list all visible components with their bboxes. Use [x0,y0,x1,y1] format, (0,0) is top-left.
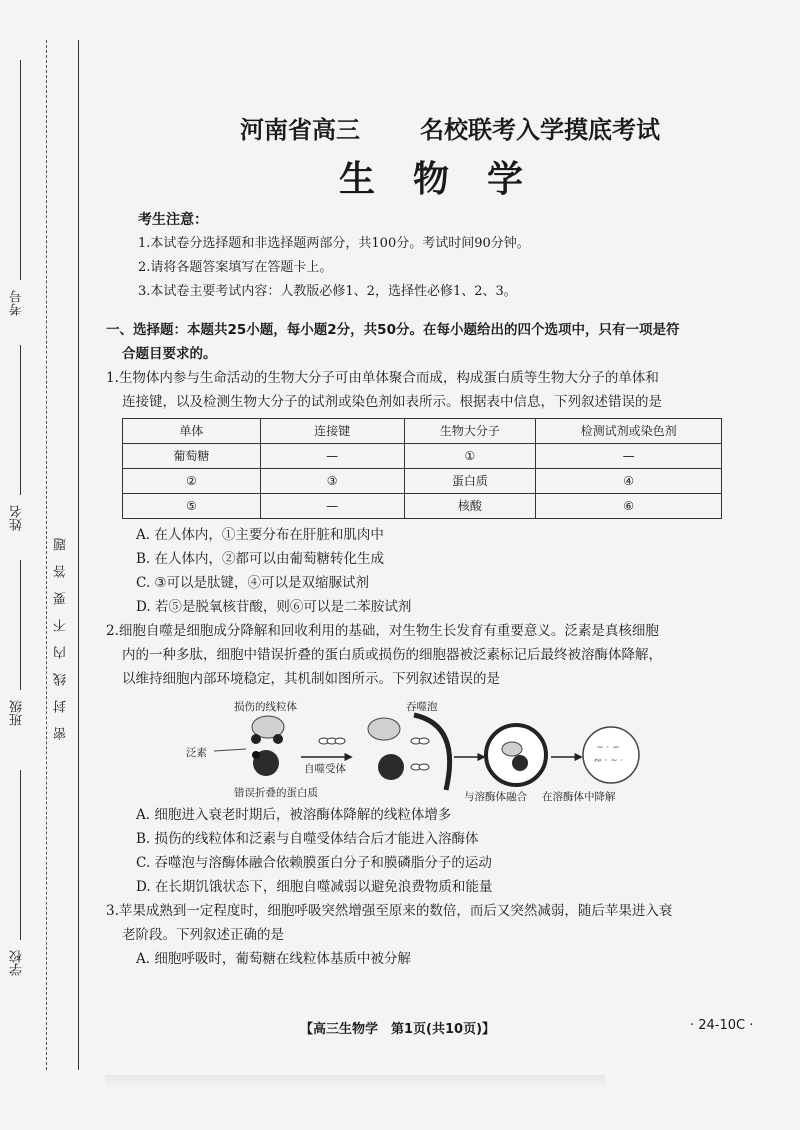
subject-title: 生物学 [338,159,561,200]
question-stem: 以维持细胞内部环境稳定，其机制如图所示。下列叙述错误的是 [122,671,500,687]
page-number: 【高三生物学 第1页(共10页)】 [300,1022,496,1037]
notice-title: 考生注意： [138,212,208,228]
questions [106,318,766,971]
school-label: 学校 [10,950,25,976]
question-stem: 1.生物体内参与生命活动的生物大分子可由单体聚合而成，构成蛋白质等生物大分子的单体和 [106,370,659,386]
lysosome-shape [583,727,639,783]
name-underline [20,345,21,495]
question-stem: 2.细胞自噬是细胞成分降解和回收利用的基础，对生物生长发育有重要意义。泛素是真核细胞 [106,623,659,639]
receptor-label: 自噬受体 [304,763,346,775]
svg-text:~ · ∽: ~ · ∽ [596,743,620,753]
exam-header [110,110,790,202]
degrade-label: 在溶酶体中降解 [542,791,616,803]
exam-code: · 24-10C · [690,1018,754,1033]
option-a: A. 细胞进入衰老时期后，被溶酶体降解的线粒体增多 [136,807,452,823]
exam-title-province: 河南省高三 [240,116,360,144]
section-heading-line: 合题目要求的。 [122,346,217,362]
table-cell: — [260,444,404,469]
phagophore-arc [414,715,450,790]
table-cell: 葡萄糖 [123,444,261,469]
question-1 [106,366,766,619]
fusion-label: 与溶酶体融合 [464,791,527,803]
option-a: A. 细胞呼吸时，葡萄糖在线粒体基质中被分解 [136,951,411,967]
notice-item: 3.本试卷主要考试内容：人教版必修1、2，选择性必修1、2、3。 [138,284,517,299]
table-header: 单体 [123,419,261,444]
seal-warning-text: 密封线内不要答题 [54,524,69,740]
notice-item: 2.请将各题答案填写在答题卡上。 [138,260,333,275]
table-header: 生物大分子 [404,419,536,444]
option-a: A. 在人体内，①主要分布在肝脏和肌肉中 [136,527,384,543]
table-row [123,469,722,494]
option-d: D. 在长期饥饿状态下，细胞自噬减弱以避免浪费物质和能量 [136,879,493,895]
question-2 [106,619,766,899]
autophagy-figure [106,695,766,803]
table-cell: ② [123,469,261,494]
table-header-row [123,419,722,444]
option-c: C. 吞噬泡与溶酶体融合依赖膜蛋白分子和膜磷脂分子的运动 [136,855,492,871]
option-c: C. ③可以是肽键，④可以是双缩脲试剂 [136,575,370,591]
exam-notice [138,208,758,304]
class-underline [20,560,21,690]
table-cell: 蛋白质 [404,469,536,494]
table-header: 连接键 [260,419,404,444]
svg-text:∾ · ~ ·: ∾ · ~ · [594,756,624,766]
table-row [123,494,722,519]
question-3 [106,899,766,971]
section-heading-line: 一、选择题：本题共25小题，每小题2分，共50分。在每小题给出的四个选项中，只有一项是符 [106,322,680,338]
ubiquitin-label: 泛素 [186,747,207,759]
damaged-mito-label: 损伤的线粒体 [234,701,297,713]
table-cell: ③ [260,469,404,494]
option-d: D. 若⑤是脱氧核苷酸，则⑥可以是二苯胺试剂 [136,599,412,615]
misfolded-protein-label: 错误折叠的蛋白质 [234,787,318,799]
exam-number-underline [20,60,21,280]
question-stem: 内的一种多肽，细胞中错误折叠的蛋白质或损伤的细胞器被泛素标记后最终被溶酶体降解， [122,647,662,663]
table-header: 检测试剂或染色剂 [536,419,722,444]
seal-dashed-line [46,40,47,1070]
table-cell: — [260,494,404,519]
ubiquitin-dot [251,734,261,744]
exam-title-name: 名校联考入学摸底考试 [420,116,660,144]
table-cell: ⑤ [123,494,261,519]
table-cell: ④ [536,469,722,494]
option-b: B. 损伤的线粒体和泛素与自噬受体结合后才能进入溶酶体 [136,831,479,847]
class-label: 班级 [10,700,25,726]
school-underline [20,770,21,940]
table-cell: — [536,444,722,469]
exam-number-label: 考号 [10,290,25,316]
notice-item: 1.本试卷分选择题和非选择题两部分，共100分。考试时间90分钟。 [138,236,530,251]
ubiquitin-dot [273,734,283,744]
ubiquitin-pointer [214,749,246,751]
question-stem: 3.苹果成熟到一定程度时，细胞呼吸突然增强至原来的数倍，而后又突然减弱，随后苹果进入衰 [106,903,673,919]
table-cell: ⑥ [536,494,722,519]
phagophore-label: 吞噬泡 [406,701,438,713]
table-cell: 核酸 [404,494,536,519]
scan-shadow [105,1075,605,1089]
exam-title [110,110,790,145]
binding-line [78,40,79,1070]
table-row [123,444,722,469]
question-stem: 老阶段。下列叙述正确的是 [122,927,284,943]
name-label: 姓名 [10,505,25,531]
table-cell: ① [404,444,536,469]
option-b: B. 在人体内，②都可以由葡萄糖转化生成 [136,551,385,567]
macromolecule-table [122,418,722,519]
question-stem: 连接键，以及检测生物大分子的试剂或染色剂如表所示。根据表中信息，下列叙述错误的是 [122,394,662,410]
section-heading [106,318,766,366]
